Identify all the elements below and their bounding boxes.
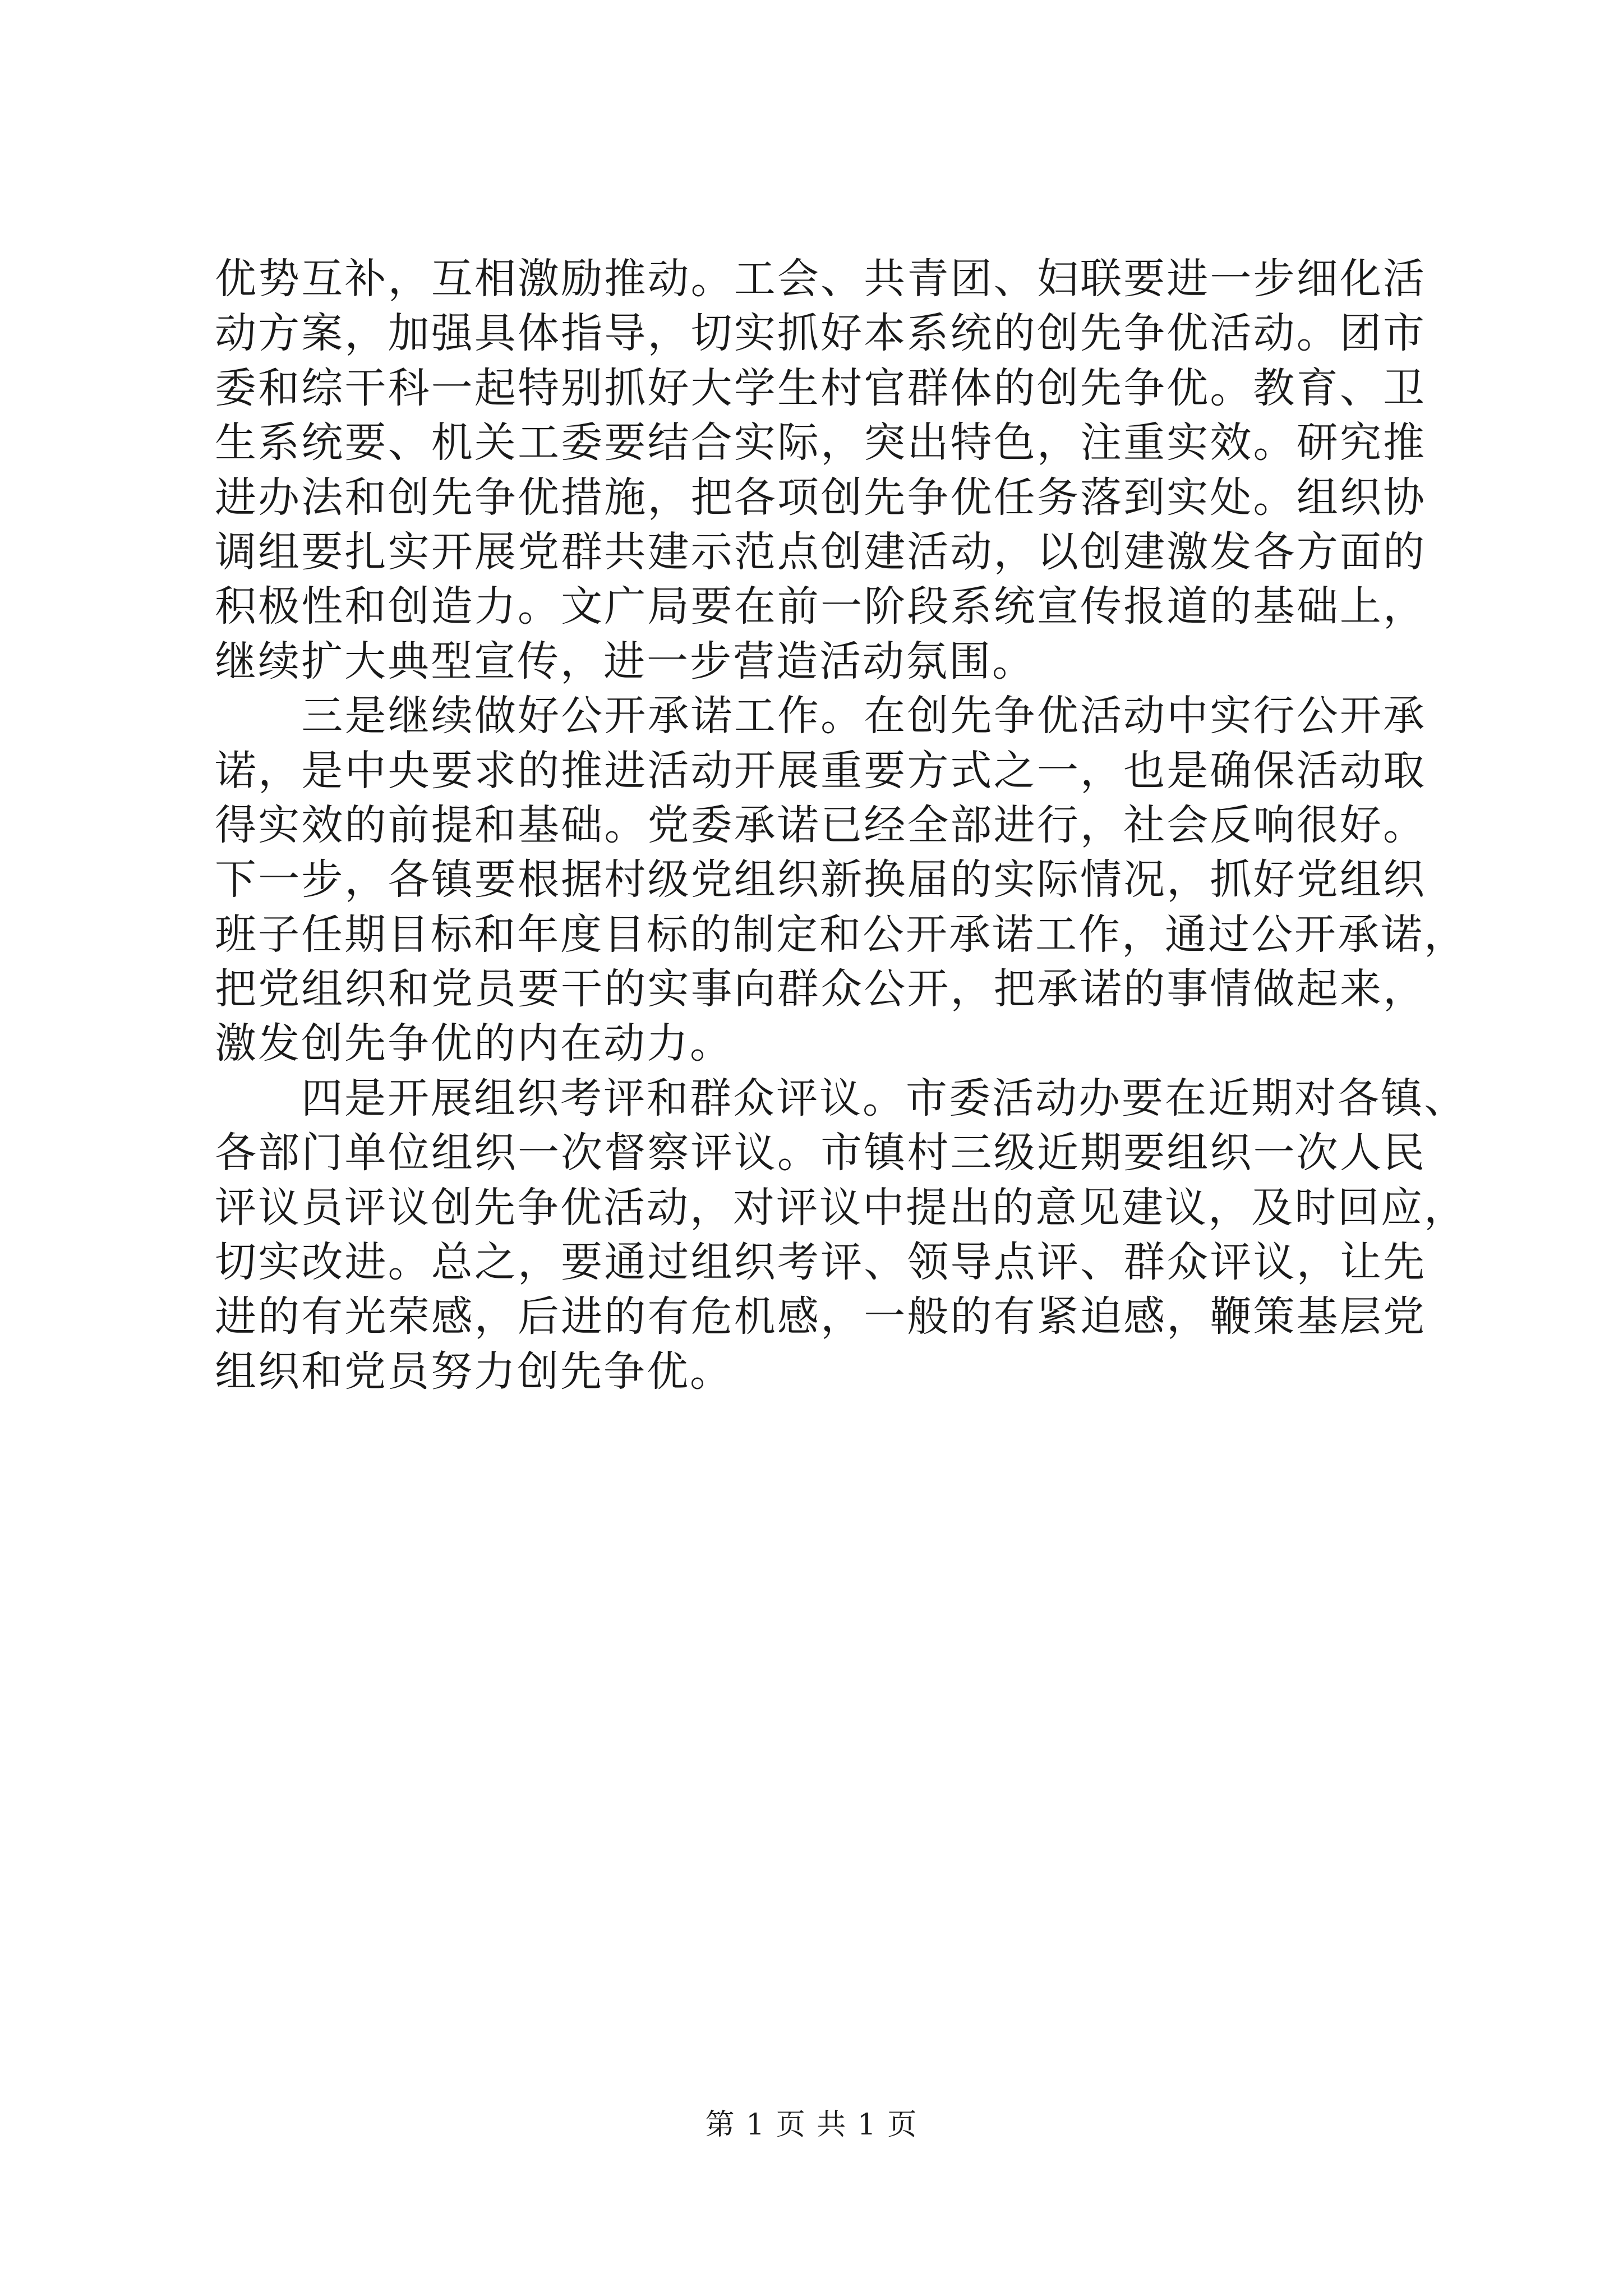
text-line: 激发创先争优的内在动力。	[215, 1019, 733, 1068]
text-line: 委和综干科一起特别抓好大学生村官群体的创先争优。教育、卫	[215, 364, 1426, 412]
text-line: 优势互补，互相激励推动。工会、共青团、妇联要进一步细化活	[215, 255, 1426, 303]
text-line: 调组要扎实开展党群共建示范点创建活动，以创建激发各方面的	[215, 527, 1426, 576]
text-line: 继续扩大典型宣传，进一步营造活动氛围。	[215, 637, 1035, 685]
text-line: 动方案，加强具体指导，切实抓好本系统的创先争优活动。团市	[215, 309, 1426, 358]
text-line: 把党组织和党员要干的实事向群众公开，把承诺的事情做起来，	[215, 965, 1426, 1014]
text-line: 组织和党员努力创先争优。	[215, 1347, 733, 1396]
text-line: 诺，是中央要求的推进活动开展重要方式之一，也是确保活动取	[215, 746, 1426, 795]
document-body	[215, 255, 1467, 1405]
text-line: 三是继续做好公开承诺工作。在创先争优活动中实行公开承	[215, 692, 1426, 740]
text-line: 得实效的前提和基础。党委承诺已经全部进行，社会反响很好。	[215, 800, 1426, 849]
paragraph	[215, 1074, 1467, 1405]
page-footer: 第 1 页 共 1 页	[705, 2108, 918, 2142]
text-line: 生系统要、机关工委要结合实际，突出特色，注重实效。研究推	[215, 418, 1426, 467]
text-line: 切实改进。总之，要通过组织考评、领导点评、群众评议，让先	[215, 1238, 1426, 1287]
text-line: 班子任期目标和年度目标的制定和公开承诺工作，通过公开承诺，	[215, 910, 1467, 959]
text-line: 评议员评议创先争优活动，对评议中提出的意见建议，及时回应，	[215, 1183, 1467, 1232]
text-line: 进办法和创先争优措施，把各项创先争优任务落到实处。组织协	[215, 473, 1426, 522]
text-line: 各部门单位组织一次督察评议。市镇村三级近期要组织一次人民	[215, 1129, 1426, 1177]
text-line: 进的有光荣感，后进的有危机感，一般的有紧迫感，鞭策基层党	[215, 1292, 1426, 1341]
paragraph	[215, 255, 1426, 695]
text-line: 积极性和创造力。文广局要在前一阶段系统宣传报道的基础上，	[215, 582, 1426, 631]
text-line: 下一步，各镇要根据村级党组织新换届的实际情况，抓好党组织	[215, 855, 1426, 904]
paragraph	[215, 692, 1467, 1078]
text-line: 四是开展组织考评和群众评议。市委活动办要在近期对各镇、	[215, 1074, 1467, 1122]
